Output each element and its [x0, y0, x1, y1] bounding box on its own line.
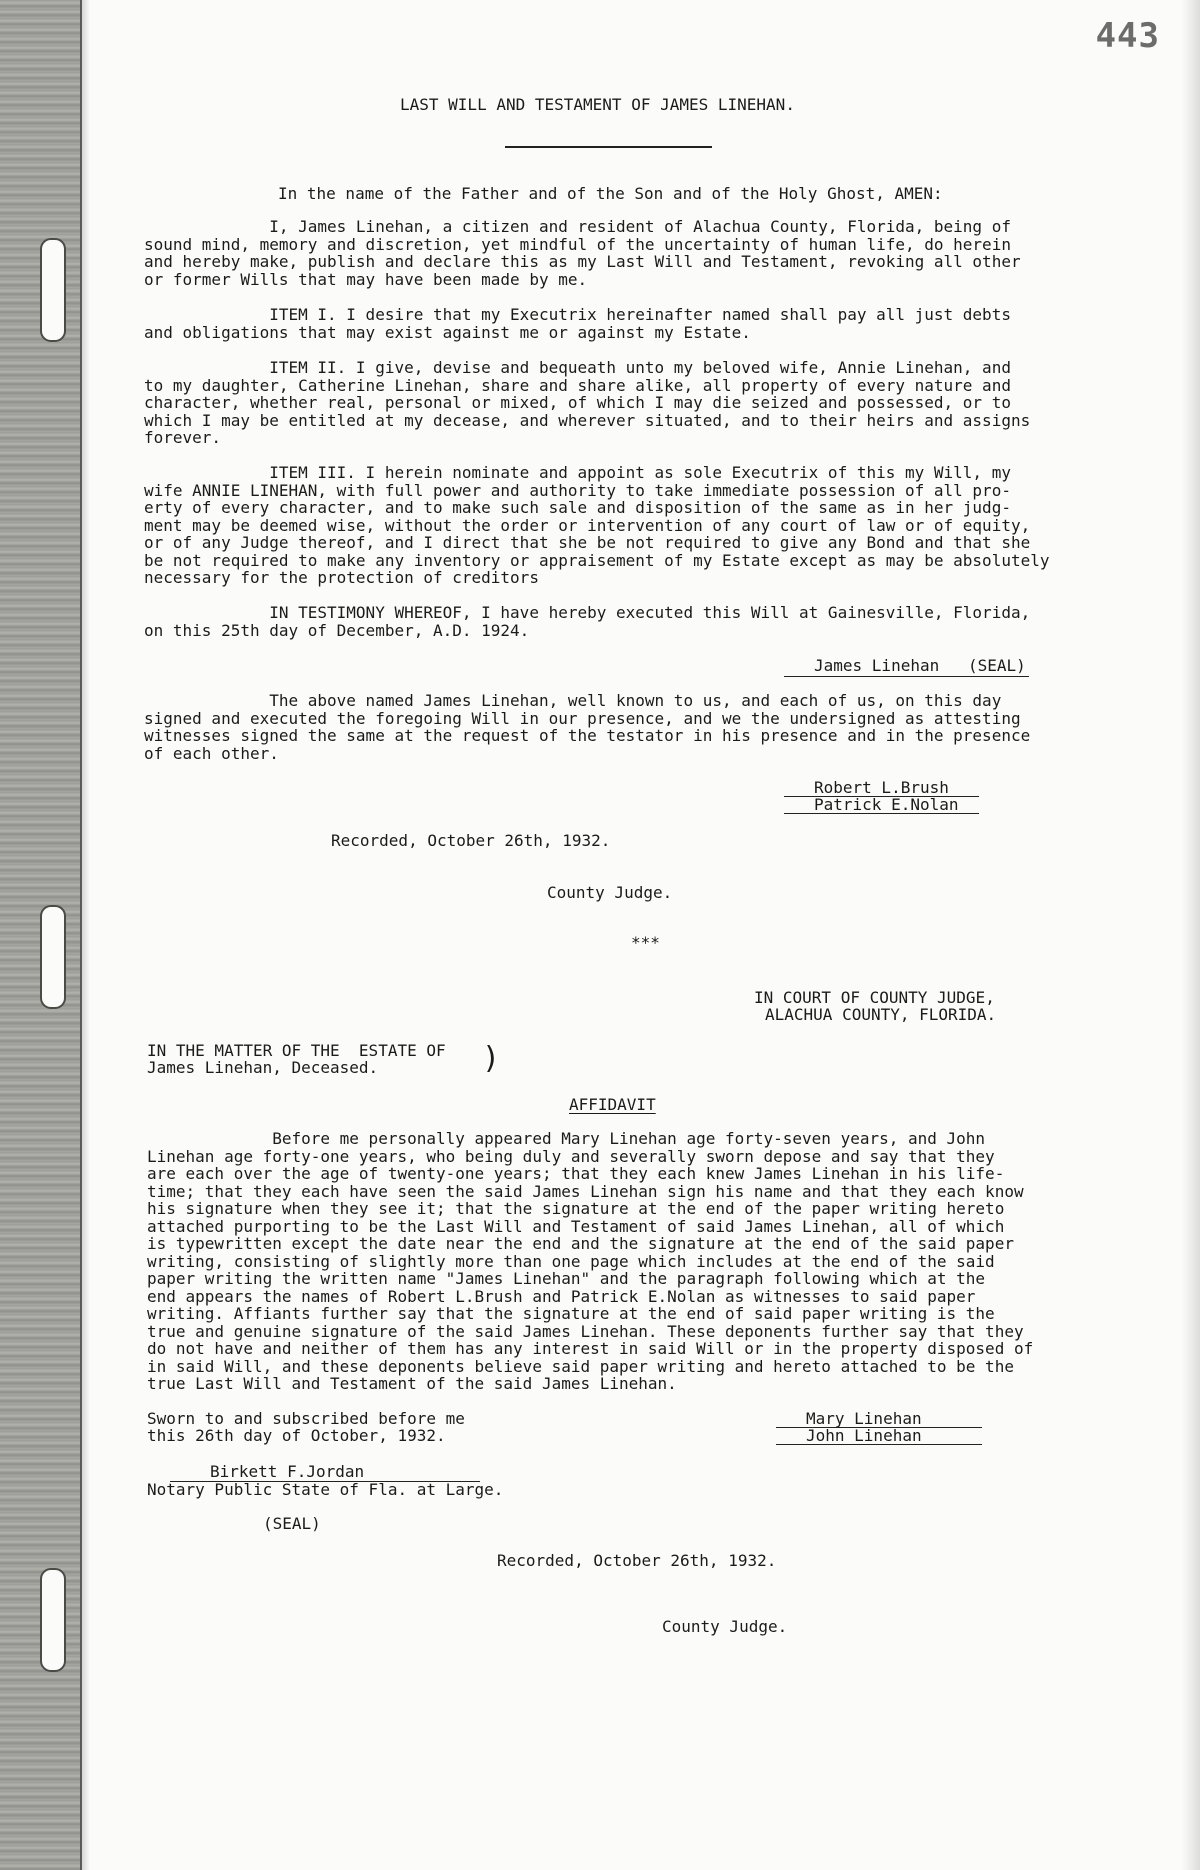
affidavit-body: Before me personally appeared Mary Linehan age forty-seven years, and John Linehan age forty-one years, who being duly and severally sworn depose and say that they are each over the age of twenty-one years; that they each knew James Linehan in his life- time; that they each have seen the said James Linehan sign his name and that they each know his signature when they see it; that the signature at the end of the paper writing hereto attached purporting to be the Last Will and Testament of said James Linehan, all of which is typewritten except the date near the end and the signature at the end of the said paper writing, consisting of slightly more than one page which includes at the end of the said paper writing the written name "James Linehan" and the paragraph following which at the end appears the names of Robert L.Brush and Patrick E.Nolan as witnesses to said paper writing. Affiants further say that the signature at the end of said paper writing is the true and genuine signature of the said James Linehan. These deponents further say that they do not have and neither of them has any interest in said Will or in the property disposed of in said Will, and these deponents believe said paper writing and hereto attached to be the true Last Will and Testament of the said James Linehan.	[147, 1129, 1034, 1393]
affiant-2-signature: John Linehan	[806, 1426, 922, 1445]
will-recorded: Recorded, October 26th, 1932.	[331, 831, 611, 850]
affidavit-county-judge: County Judge.	[662, 1617, 788, 1636]
binding-ring-icon	[40, 238, 66, 342]
page-number: 443	[1095, 16, 1160, 56]
will-title: LAST WILL AND TESTAMENT OF JAMES LINEHAN.	[400, 95, 795, 114]
sworn-line-2: this 26th day of October, 1932.	[147, 1426, 446, 1445]
affiant-1-signature: Mary Linehan	[806, 1409, 922, 1428]
affiant-2-line	[776, 1444, 982, 1445]
court-line-2: ALACHUA COUNTY, FLORIDA.	[765, 1005, 997, 1024]
matter-line-1: IN THE MATTER OF THE ESTATE OF	[147, 1041, 446, 1060]
testator-seal: (SEAL)	[968, 656, 1026, 675]
court-line-1: IN COURT OF COUNTY JUDGE,	[754, 988, 995, 1007]
section-separator: ***	[631, 933, 660, 952]
matter-line-2: James Linehan, Deceased.	[147, 1058, 379, 1077]
sworn-line-1: Sworn to and subscribed before me	[147, 1409, 465, 1428]
testimony-clause: IN TESTIMONY WHEREOF, I have hereby executed this Will at Gainesville, Florida, on this 25th day of December, A.D. 1924.	[144, 603, 1031, 640]
testator-signature: James Linehan	[814, 656, 940, 675]
witness-2-line	[784, 813, 979, 814]
will-item-2: ITEM II. I give, devise and bequeath unto my beloved wife, Annie Linehan, and to my daughter, Catherine Linehan, share and share alike, all property of every nature and character, whether real, personal or mixed, of which I may die seized and possessed, or to which I may be entitled at my decease, and wherever situated, and to their heirs and assigns forever.	[144, 358, 1031, 447]
matter-bracket-icon: )	[482, 1041, 501, 1076]
page-binding-strip	[0, 0, 82, 1870]
attestation-clause: The above named James Linehan, well known to us, and each of us, on this day signed and executed the foregoing Will in our presence, and we the undersigned as attesting witnesses signed the same at the request of the testator in his presence and in the presence of each other.	[144, 691, 1031, 763]
will-item-3: ITEM III. I herein nominate and appoint as sole Executrix of this my Will, my wife ANNIE LINEHAN, with full power and authority to take immediate possession of all pro- erty of every character, and to make such sale and disposition of the same as in her judg- ment may be deemed wise, without the order or intervention of any court of law or of equity, or of any Judge thereof, and I direct that she be not required to give any Bond and that she be not required to make any inventory or appraisement of my Estate except as may be absolutely necessary for the protection of creditors	[144, 463, 1050, 587]
notary-seal: (SEAL)	[263, 1514, 321, 1533]
will-county-judge: County Judge.	[547, 883, 673, 902]
title-rule	[505, 146, 712, 148]
invocation: In the name of the Father and of the Son and of the Holy Ghost, AMEN:	[278, 184, 943, 203]
witness-1-signature: Robert L.Brush	[814, 778, 949, 797]
affidavit-heading: AFFIDAVIT	[569, 1095, 656, 1114]
will-item-1: ITEM I. I desire that my Executrix hereinafter named shall pay all just debts and obligations that may exist against me or against my Estate.	[144, 305, 1011, 342]
binding-ring-icon	[40, 905, 66, 1009]
affidavit-recorded: Recorded, October 26th, 1932.	[497, 1551, 777, 1570]
notary-signature: Birkett F.Jordan	[210, 1462, 365, 1481]
will-intro-paragraph: I, James Linehan, a citizen and resident of Alachua County, Florida, being of sound mind, memory and discretion, yet mindful of the uncertainty of human life, do herein and hereby make, publish and declare this as my Last Will and Testament, revoking all other or former Wills that may have been made by me.	[144, 217, 1021, 289]
witness-2-signature: Patrick E.Nolan	[814, 795, 959, 814]
binding-ring-icon	[40, 1568, 66, 1672]
testator-signature-line	[784, 676, 1029, 677]
page-edge-shadow	[1182, 0, 1200, 1870]
notary-title: Notary Public State of Fla. at Large.	[147, 1480, 504, 1499]
